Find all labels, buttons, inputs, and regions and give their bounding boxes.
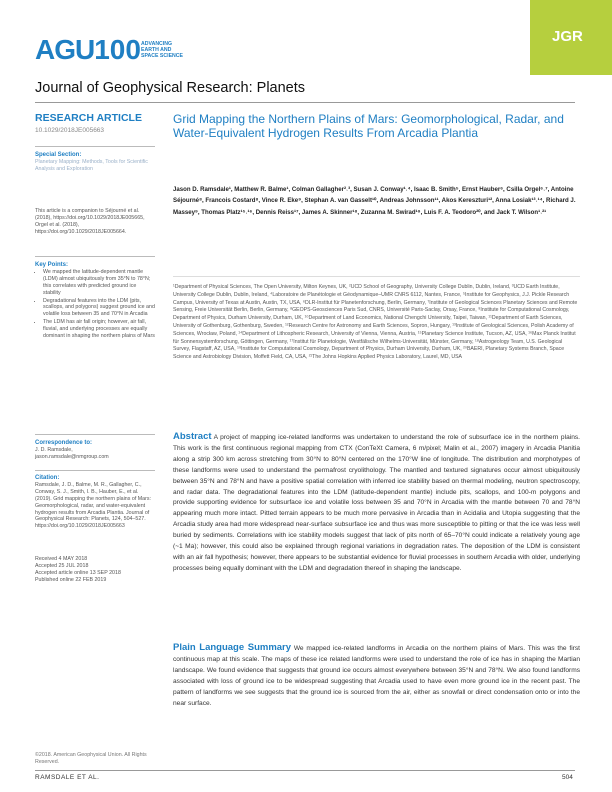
pls-heading: Plain Language Summary <box>173 642 292 653</box>
left-divider <box>35 256 155 257</box>
date-published: Published online 22 FEB 2019 <box>35 576 107 583</box>
abstract-text: A project of mapping ice-related landforms was undertaken to understand the role of subsurface ice in the northern plains. This work is the first continuous regional mapping from CTX (ConTeXt Camera, 6 m/pixel; Malin et al., 2007) imagery in Arcadia Planitia along a strip 300 km across stretching from 30°N to 80°N centered on the 170°W line of longitude. The distribution and morphotypes of these landforms were used to understand the permafrost cryolithology. The mantled and textured signatures occur almost ubiquitously between 35°N and 78°N and have a positive spatial correlation with inferred ice stability based on thermal modeling, neutron spectroscopy, and radar data. The degradational features into the LDM (latitude-dependent mantle) include pits, scallops, and 100-m polygons and provide supporting evidence for subsurface ice and volatile loss between 35 and 70°N in Arcadia with the mantle between 70 and 78°N appearing much more intact. Pitted terrain appears to be much more pervasive in Arcadia than in Acidalia and Utopia suggesting that the Arcadia study area had more widespread near-surface subsurface ice and thus was more susceptible to pitting or that the ice was less well buried by sediments. Correlations with ice stability models suggest that lack of pits north of 65–70°N could indicate a relatively young age (~1 Ma); however, this could also be explained through regional variations in degradation rates. The deposition of the LDM is consistent with an air fall hypothesis; however, there appears to be substantial evidence for fluvial processes in southern Arcadia with older, underlying processes being equally dominant with the LDM and degradation thereof in shaping the landscape. <box>173 434 580 572</box>
citation-heading: Citation: <box>35 475 60 481</box>
special-section-text[interactable]: Planetary Mapping: Methods, Tools for Scientific Analysis and Exploration <box>35 158 148 172</box>
date-received: Received 4 MAY 2018 <box>35 556 88 562</box>
jgr-badge-text: JGR <box>552 28 583 45</box>
left-divider <box>35 470 155 471</box>
article-title: Grid Mapping the Northern Plains of Mars: Geomorphological, Radar, and Water-Equivalent Hydrogen Results From Arcadia Plantia <box>173 112 564 141</box>
correspondence-heading: Correspondence to: <box>35 440 93 446</box>
copyright: ©2018. American Geophysical Union. All Rights Reserved. <box>35 752 147 765</box>
key-points <box>35 262 155 341</box>
logo-number: 100 <box>94 34 141 65</box>
article-doi[interactable]: 10.1029/2018JE005663 <box>35 127 105 134</box>
citation <box>35 475 155 530</box>
companion-note: This article is a companion to Séjourné et al. (2018), https://doi.org/10.1029/2018JE005665, Orgel et al. (2018), https://doi.org/10.1029/2018JE005664. <box>35 208 145 235</box>
special-section <box>35 152 155 173</box>
authors-divider <box>173 276 580 277</box>
abstract <box>173 432 580 575</box>
jgr-badge <box>530 0 612 75</box>
affiliations: ¹Department of Physical Sciences, The Open University, Milton Keynes, UK, ²UCD School of Geography, University College Dublin, Dublin, Ireland, ³UCD Earth Institute, University College Dublin, Dublin, Ireland, ⁴Laboratoire de Planétologie et Géodynamique–UMR CNRS 6112, Nantes, France, ⁵Institute for Geophysics, J.J. Pickle Research Campus, University of Texas at Austin, Austin, TX, USA, ⁶DLR-Institut für Planetenforschung, Berlin, Germany, ⁷Institute of Geological Sciences Planetary Sciences and Remote Sensing, Freie Universität Berlin, Berlin, Germany, ⁸GEOPS-Geosciences Paris Sud, CNRS, Université Paris-Saclay, Orsay, France, ⁹Institute for Computational Cosmology, Department of Physics, Durham University, Durham, UK, ¹⁰Department of Land Economics, National Chengchi University, Taipei, Taiwan, ¹¹Department of Earth Sciences, University of Gothenburg, Gothenburg, Sweden, ¹²Research Centre for Astronomy and Earth Sciences, Sopron, Hungary, ¹³Institute of Geological Sciences, Polish Academy of Sciences, Wrocław, Poland, ¹⁴Department of Lithospheric Research, University of Vienna, Vienna, Austria, ¹⁵Planetary Science Institute, Tucson, AZ, USA, ¹⁶Max Planck Institut für Sonnensystemforschung, Göttingen, Germany, ¹⁷Institut für Planetologie, Westfälische Wilhelms-Universität, Münster, Germany, ¹⁸Astrogeology Team, U.S. Geological Survey, Flagstaff, AZ, USA, ¹⁹Institute for Computational Cosmology, Department of Physics, Durham University, Durham, UK, ²⁰BAERI, Planetary Systems Branch, Space Science and Astrobiology Division, Moffett Field, CA, USA, ²¹The Johns Hopkins Applied Physics Laboratory, Laurel, MD, USA <box>173 284 578 361</box>
correspondence <box>35 440 155 461</box>
date-online: Accepted article online 13 SEP 2018 <box>35 569 121 576</box>
key-point: • Degradational features into the LDM (pits, scallops, and polygons) suggest ground ice and volatile loss between 35 and 70°N in Arcadia <box>43 298 155 319</box>
header-divider <box>35 102 575 103</box>
citation-text: Ramsdale, J. D., Balme, M. R., Gallagher, C., Conway, S. J., Smith, I. B., Hauber, E., et al. (2019). Grid mapping the northern plains of Mars: Geomorphological, radar, and water-equivalent hydrogen results from Arcadia Plantia. Journal of Geophysical Research: Planets, 124, 504–527. https://doi.org/10.1029/2018JE005663 <box>35 481 152 530</box>
journal-title: Journal of Geophysical Research: Planets <box>35 80 306 96</box>
running-author: RAMSDALE ET AL. <box>35 774 100 781</box>
left-divider <box>35 146 155 147</box>
article-type: RESEARCH ARTICLE <box>35 112 142 124</box>
special-section-heading: Special Section: <box>35 152 82 158</box>
key-point: • We mapped the latitude-dependent mantle (LDM) almost ubiquitously from 35°N to 78°N; this correlates with predicted ground ice stability <box>43 269 155 297</box>
left-divider <box>35 434 155 435</box>
correspondence-text[interactable]: J. D. Ramsdale, jason.ramsdale@nmgroup.com <box>35 446 109 460</box>
key-point: • The LDM has air fall origin; however, air fall, fluvial, and underlying processes are equally dominant in shaping the northern plains of Mars <box>43 319 155 340</box>
logo-tagline: ADVANCING EARTH AND SPACE SCIENCE <box>141 41 183 59</box>
plain-language-summary <box>173 643 580 709</box>
logo-text: AGU <box>35 34 95 65</box>
agu100-logo <box>35 30 185 70</box>
key-points-heading: Key Points: <box>35 262 69 268</box>
author-list: Jason D. Ramsdale¹, Matthew R. Balme¹, Colman Gallagher²˒³, Susan J. Conway¹˒⁴, Isaac B. Smith⁵, Ernst Hauber⁶, Csilla Orgel⁶˒⁷, Antoine Séjourné⁸, Francois Costard⁸, Vince R. Eke⁹, Stephan A. van Gasselt¹⁰, Andreas Johnsson¹¹, Akos Kereszturi¹², Anna Losiak¹³˒¹⁴, Richard J. Massey⁹, Thomas Platz¹⁵˒¹⁶, Dennis Reiss¹⁷, James A. Skinner¹⁸, Zuzanna M. Swirad¹⁹, Luis F. A. Teodoro²⁰, and Jack T. Wilson¹˒²¹ <box>173 186 576 216</box>
page-number: 504 <box>562 774 573 781</box>
dates <box>35 556 155 584</box>
pls-text: We mapped ice-related landforms in Arcadia on the northern plains of Mars. This was the first continuous map at this scale. The maps of these ice related landforms were used to understand the role of ice has in shaping the Martian landscape. We found evidence that suggests that ground ice occurs almost everywhere between 35°N and 78°N. We also found landforms associated with loss of ground ice to be widespread suggesting that Arcadia used to have even more ground ice in the recent past. The pattern of landforms we see suggests that the ground ice is sourced from the air, either as snowfall or direct condensation onto or into the near surface. <box>173 645 580 707</box>
abstract-heading: Abstract <box>173 431 212 442</box>
date-accepted: Accepted 25 JUL 2018 <box>35 562 89 569</box>
footer-divider <box>35 770 575 771</box>
